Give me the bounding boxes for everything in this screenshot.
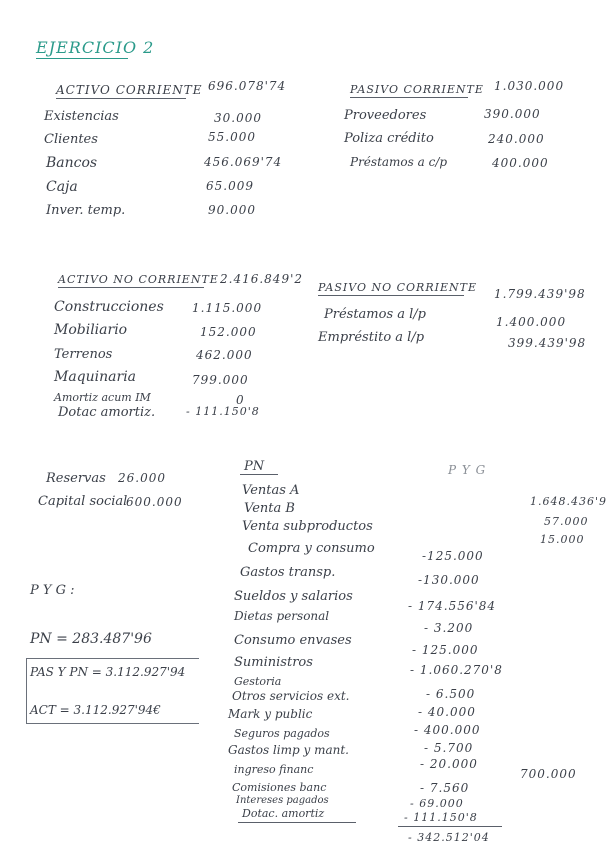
ac-item-label: Bancos [46, 155, 98, 171]
activo-corriente-total: 696.078'74 [208, 79, 287, 93]
anc-item-label: Dotac amortiz. [58, 405, 156, 420]
pyg-item-value: - 174.556'84 [408, 599, 497, 613]
anc-item-label: Mobiliario [54, 322, 128, 338]
activo-no-corriente-underline [58, 287, 204, 288]
pyg-item-value: - 400.000 [414, 723, 481, 737]
pc-item-label: Proveedores [344, 108, 427, 123]
activo-no-corriente-header: ACTIVO NO CORRIENTE [58, 273, 219, 286]
anc-item-value: 462.000 [196, 348, 253, 362]
pyg-item-label: Otros servicios ext. [232, 689, 350, 703]
pyg-item-label: Ventas A [242, 483, 300, 498]
pyg-label: P Y G : [30, 583, 75, 598]
activo-no-corriente-total: 2.416.849'2 [220, 272, 304, 286]
pasivo-corriente-header: PASIVO CORRIENTE [350, 83, 484, 96]
pyg-item-value: -130.000 [418, 573, 480, 587]
pyg-right-value: 15.000 [540, 533, 585, 546]
exercise-title: EJERCICIO 2 [36, 38, 155, 57]
act-total: ACT = 3.112.927'94€ [30, 703, 161, 717]
pyg-header: P Y G [448, 463, 487, 477]
pyg-item-value: -125.000 [422, 549, 484, 563]
pasivo-corriente-underline [350, 97, 468, 98]
pasivo-no-corriente-total: 1.799.439'98 [494, 287, 586, 301]
pyg-item-label: Intereses pagados [236, 795, 329, 806]
ac-item-label: Clientes [44, 132, 98, 147]
reservas-value: 26.000 [118, 471, 166, 485]
pasivo-no-corriente-underline [318, 295, 464, 296]
pyg-item-value: - 20.000 [420, 757, 478, 771]
capital-social-label: Capital social [38, 494, 128, 509]
pas-pn-total: PAS Y PN = 3.112.927'94 [30, 665, 186, 679]
pyg-item-label: Comisiones banc [232, 781, 327, 794]
pc-item-label: Préstamos a c/p [350, 155, 448, 169]
pyg-item-value: - 69.000 [410, 797, 464, 810]
pnc-item-value: 399.439'98 [508, 336, 587, 350]
pyg-item-label: Gastos transp. [240, 565, 336, 580]
pyg-item-label: Compra y consumo [248, 541, 375, 556]
pyg-item-value: - 3.200 [424, 621, 474, 635]
pyg-item-label: Gestoria [234, 675, 282, 688]
pc-item-value: 390.000 [484, 107, 541, 121]
pyg-item-label: Gastos limp y mant. [228, 743, 349, 757]
pn-total: PN = 283.487'96 [30, 631, 152, 647]
anc-item-value: 152.000 [200, 325, 257, 339]
pasivo-no-corriente-header: PASIVO NO CORRIENTE [318, 281, 477, 294]
pyg-item-label: Sueldos y salarios [234, 589, 353, 604]
anc-item-label: Amortiz acum IM [54, 391, 151, 404]
pc-item-label: Poliza crédito [344, 131, 434, 146]
pyg-item-label: Suministros [234, 655, 313, 670]
anc-item-label: Maquinaria [54, 369, 137, 385]
sum-line [398, 826, 502, 827]
pyg-item-label: Consumo envases [234, 633, 352, 648]
anc-item-label: Terrenos [54, 347, 113, 362]
ac-item-value: 65.009 [206, 179, 254, 193]
pyg-item-value: - 40.000 [418, 705, 476, 719]
pyg-item-label: Mark y public [228, 707, 313, 721]
pyg-ingreso-value: 700.000 [520, 767, 577, 781]
ac-item-label: Inver. temp. [46, 203, 126, 218]
dotac-underline [238, 822, 356, 823]
pyg-bottom-total: - 342.512'04 [408, 831, 490, 844]
pc-item-value: 400.000 [492, 156, 549, 170]
ac-item-value: 90.000 [208, 203, 256, 217]
pc-item-value: 240.000 [488, 132, 545, 146]
pnc-item-value: 1.400.000 [496, 315, 567, 329]
pyg-item-label: ingreso financ [234, 763, 314, 776]
ac-item-value: 55.000 [208, 130, 256, 144]
pasivo-corriente-total: 1.030.000 [494, 79, 565, 93]
pyg-item-label: Venta B [244, 501, 295, 516]
anc-item-value: 0 [236, 393, 245, 407]
ac-item-value: 30.000 [214, 111, 262, 125]
anc-item-value: 1.115.000 [192, 301, 263, 315]
title-underline [36, 58, 128, 59]
pnc-item-label: Préstamos a l/p [324, 307, 427, 322]
capital-social-value: 600.000 [126, 495, 183, 509]
ac-item-label: Existencias [44, 109, 119, 124]
pyg-item-label: Seguros pagados [234, 727, 330, 740]
pyg-item-value: - 111.150'8 [404, 811, 478, 824]
ac-item-value: 456.069'74 [204, 155, 283, 169]
pyg-item-label: Venta subproductos [242, 519, 373, 534]
pyg-item-label: Dotac. amortiz [242, 807, 325, 820]
reservas-label: Reservas [46, 471, 106, 486]
pyg-item-value: - 7.560 [420, 781, 470, 795]
pyg-item-value: - 125.000 [412, 643, 479, 657]
pyg-right-value: 1.648.436'9 [530, 495, 608, 508]
ac-item-label: Caja [46, 179, 78, 195]
activo-corriente-header: ACTIVO CORRIENTE [56, 83, 203, 97]
pyg-item-value: - 6.500 [426, 687, 476, 701]
pyg-item-value: - 5.700 [424, 741, 474, 755]
pn-underline [240, 474, 278, 475]
pnc-item-label: Empréstito a l/p [318, 330, 425, 345]
pyg-item-value: - 1.060.270'8 [410, 663, 503, 677]
pyg-item-label: Dietas personal [234, 609, 330, 623]
pn-header: PN [244, 459, 265, 474]
anc-item-value: - 111.150'8 [186, 405, 260, 418]
anc-item-label: Construcciones [54, 299, 164, 315]
anc-item-value: 799.000 [192, 373, 249, 387]
pyg-right-value: 57.000 [544, 515, 589, 528]
activo-corriente-underline [56, 98, 186, 99]
